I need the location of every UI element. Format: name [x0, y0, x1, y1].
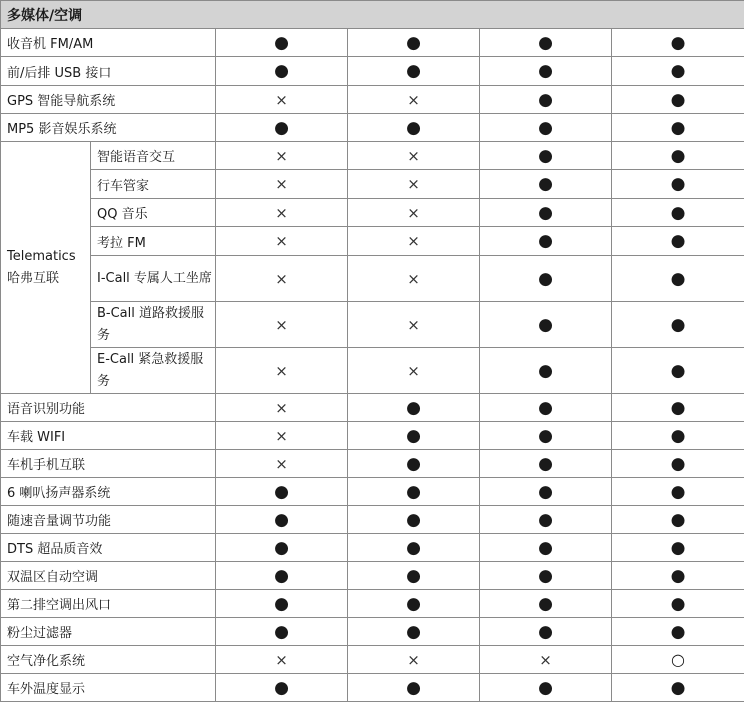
- table-row: [1, 256, 744, 302]
- table-row: [1, 674, 744, 702]
- standard-mark: ●: [612, 227, 744, 256]
- standard-mark: ●: [612, 29, 744, 57]
- feature-label: 智能语音交互: [91, 142, 216, 170]
- table-row: [1, 142, 744, 170]
- standard-mark: ●: [612, 170, 744, 199]
- feature-label: E-Call 紧急救援服务: [91, 348, 216, 394]
- standard-mark: ●: [480, 256, 612, 302]
- table-row: [1, 302, 744, 348]
- standard-mark: ●: [348, 450, 480, 478]
- standard-mark: ●: [348, 674, 480, 702]
- standard-mark: ●: [480, 170, 612, 199]
- feature-label: 行车管家: [91, 170, 216, 199]
- standard-mark: ●: [216, 29, 348, 57]
- unavailable-mark: ×: [216, 227, 348, 256]
- standard-mark: ●: [612, 57, 744, 86]
- unavailable-mark: ×: [348, 256, 480, 302]
- standard-mark: ●: [612, 86, 744, 114]
- standard-mark: ●: [216, 478, 348, 506]
- standard-mark: ●: [480, 114, 612, 142]
- standard-mark: ●: [216, 506, 348, 534]
- standard-mark: ●: [348, 534, 480, 562]
- standard-mark: ●: [612, 256, 744, 302]
- unavailable-mark: ×: [216, 199, 348, 227]
- table-row: [1, 450, 744, 478]
- standard-mark: ●: [480, 506, 612, 534]
- standard-mark: ●: [612, 348, 744, 394]
- table-row: [1, 562, 744, 590]
- unavailable-mark: ×: [216, 348, 348, 394]
- unavailable-mark: ×: [216, 302, 348, 348]
- standard-mark: ●: [480, 142, 612, 170]
- standard-mark: ●: [480, 86, 612, 114]
- feature-label: 考拉 FM: [91, 227, 216, 256]
- standard-mark: ●: [216, 674, 348, 702]
- standard-mark: ●: [480, 227, 612, 256]
- feature-label: 6 喇叭扬声器系统: [1, 478, 216, 506]
- standard-mark: ●: [612, 618, 744, 646]
- unavailable-mark: ×: [216, 256, 348, 302]
- standard-mark: ●: [216, 57, 348, 86]
- standard-mark: ●: [480, 450, 612, 478]
- table-row: [1, 227, 744, 256]
- table-row: [1, 199, 744, 227]
- table-row: [1, 646, 744, 674]
- feature-label: B-Call 道路救援服务: [91, 302, 216, 348]
- standard-mark: ●: [348, 562, 480, 590]
- unavailable-mark: ×: [216, 142, 348, 170]
- unavailable-mark: ×: [348, 199, 480, 227]
- standard-mark: ●: [480, 57, 612, 86]
- table-row: [1, 590, 744, 618]
- standard-mark: ●: [348, 114, 480, 142]
- feature-label: 空气净化系统: [1, 646, 216, 674]
- table-row: [1, 170, 744, 199]
- feature-label: 车载 WIFI: [1, 422, 216, 450]
- standard-mark: ●: [612, 478, 744, 506]
- unavailable-mark: ×: [348, 646, 480, 674]
- standard-mark: ●: [612, 674, 744, 702]
- standard-mark: ●: [612, 114, 744, 142]
- table-row: [1, 348, 744, 394]
- section-title: 多媒体/空调: [1, 1, 744, 29]
- standard-mark: ●: [480, 348, 612, 394]
- table-row: [1, 534, 744, 562]
- feature-label: 随速音量调节功能: [1, 506, 216, 534]
- table-row: [1, 394, 744, 422]
- table-row: [1, 478, 744, 506]
- standard-mark: ●: [612, 199, 744, 227]
- feature-label: 收音机 FM/AM: [1, 29, 216, 57]
- unavailable-mark: ×: [348, 227, 480, 256]
- standard-mark: ●: [612, 534, 744, 562]
- unavailable-mark: ×: [348, 170, 480, 199]
- standard-mark: ●: [480, 478, 612, 506]
- table-row: [1, 57, 744, 86]
- standard-mark: ●: [216, 562, 348, 590]
- table-row: [1, 86, 744, 114]
- telematics-group-label: Telematics 哈弗互联: [1, 142, 91, 394]
- standard-mark: ●: [348, 478, 480, 506]
- unavailable-mark: ×: [480, 646, 612, 674]
- unavailable-mark: ×: [348, 86, 480, 114]
- table-row: [1, 114, 744, 142]
- feature-label: DTS 超品质音效: [1, 534, 216, 562]
- table-row: [1, 506, 744, 534]
- feature-label: 前/后排 USB 接口: [1, 57, 216, 86]
- feature-label: MP5 影音娱乐系统: [1, 114, 216, 142]
- feature-label: 第二排空调出风口: [1, 590, 216, 618]
- standard-mark: ●: [216, 590, 348, 618]
- feature-label: QQ 音乐: [91, 199, 216, 227]
- standard-mark: ●: [480, 394, 612, 422]
- standard-mark: ●: [348, 57, 480, 86]
- standard-mark: ●: [348, 394, 480, 422]
- standard-mark: ●: [612, 590, 744, 618]
- feature-label: 粉尘过滤器: [1, 618, 216, 646]
- standard-mark: ●: [480, 590, 612, 618]
- standard-mark: ●: [480, 674, 612, 702]
- standard-mark: ●: [348, 590, 480, 618]
- standard-mark: ●: [612, 450, 744, 478]
- section-header-row: [1, 1, 744, 29]
- standard-mark: ●: [348, 422, 480, 450]
- standard-mark: ●: [612, 506, 744, 534]
- standard-mark: ●: [348, 618, 480, 646]
- unavailable-mark: ×: [216, 646, 348, 674]
- standard-mark: ●: [216, 618, 348, 646]
- standard-mark: ●: [480, 302, 612, 348]
- standard-mark: ●: [480, 29, 612, 57]
- table-row: [1, 618, 744, 646]
- standard-mark: ●: [216, 534, 348, 562]
- standard-mark: ●: [216, 114, 348, 142]
- standard-mark: ●: [612, 422, 744, 450]
- feature-label: GPS 智能导航系统: [1, 86, 216, 114]
- feature-label: I-Call 专属人工坐席: [91, 256, 216, 302]
- standard-mark: ●: [612, 302, 744, 348]
- unavailable-mark: ×: [216, 86, 348, 114]
- standard-mark: ●: [348, 506, 480, 534]
- standard-mark: ●: [612, 142, 744, 170]
- unavailable-mark: ×: [216, 394, 348, 422]
- feature-label: 车机手机互联: [1, 450, 216, 478]
- unavailable-mark: ×: [348, 302, 480, 348]
- table-row: [1, 422, 744, 450]
- standard-mark: ●: [612, 394, 744, 422]
- unavailable-mark: ×: [348, 348, 480, 394]
- unavailable-mark: ×: [216, 422, 348, 450]
- standard-mark: ●: [480, 199, 612, 227]
- unavailable-mark: ×: [216, 170, 348, 199]
- unavailable-mark: ×: [216, 450, 348, 478]
- unavailable-mark: ×: [348, 142, 480, 170]
- optional-mark: ○: [612, 646, 744, 674]
- feature-label: 车外温度显示: [1, 674, 216, 702]
- standard-mark: ●: [612, 562, 744, 590]
- standard-mark: ●: [480, 422, 612, 450]
- standard-mark: ●: [480, 618, 612, 646]
- feature-label: 语音识别功能: [1, 394, 216, 422]
- table-row: [1, 29, 744, 57]
- standard-mark: ●: [348, 29, 480, 57]
- feature-label: 双温区自动空调: [1, 562, 216, 590]
- standard-mark: ●: [480, 562, 612, 590]
- standard-mark: ●: [480, 534, 612, 562]
